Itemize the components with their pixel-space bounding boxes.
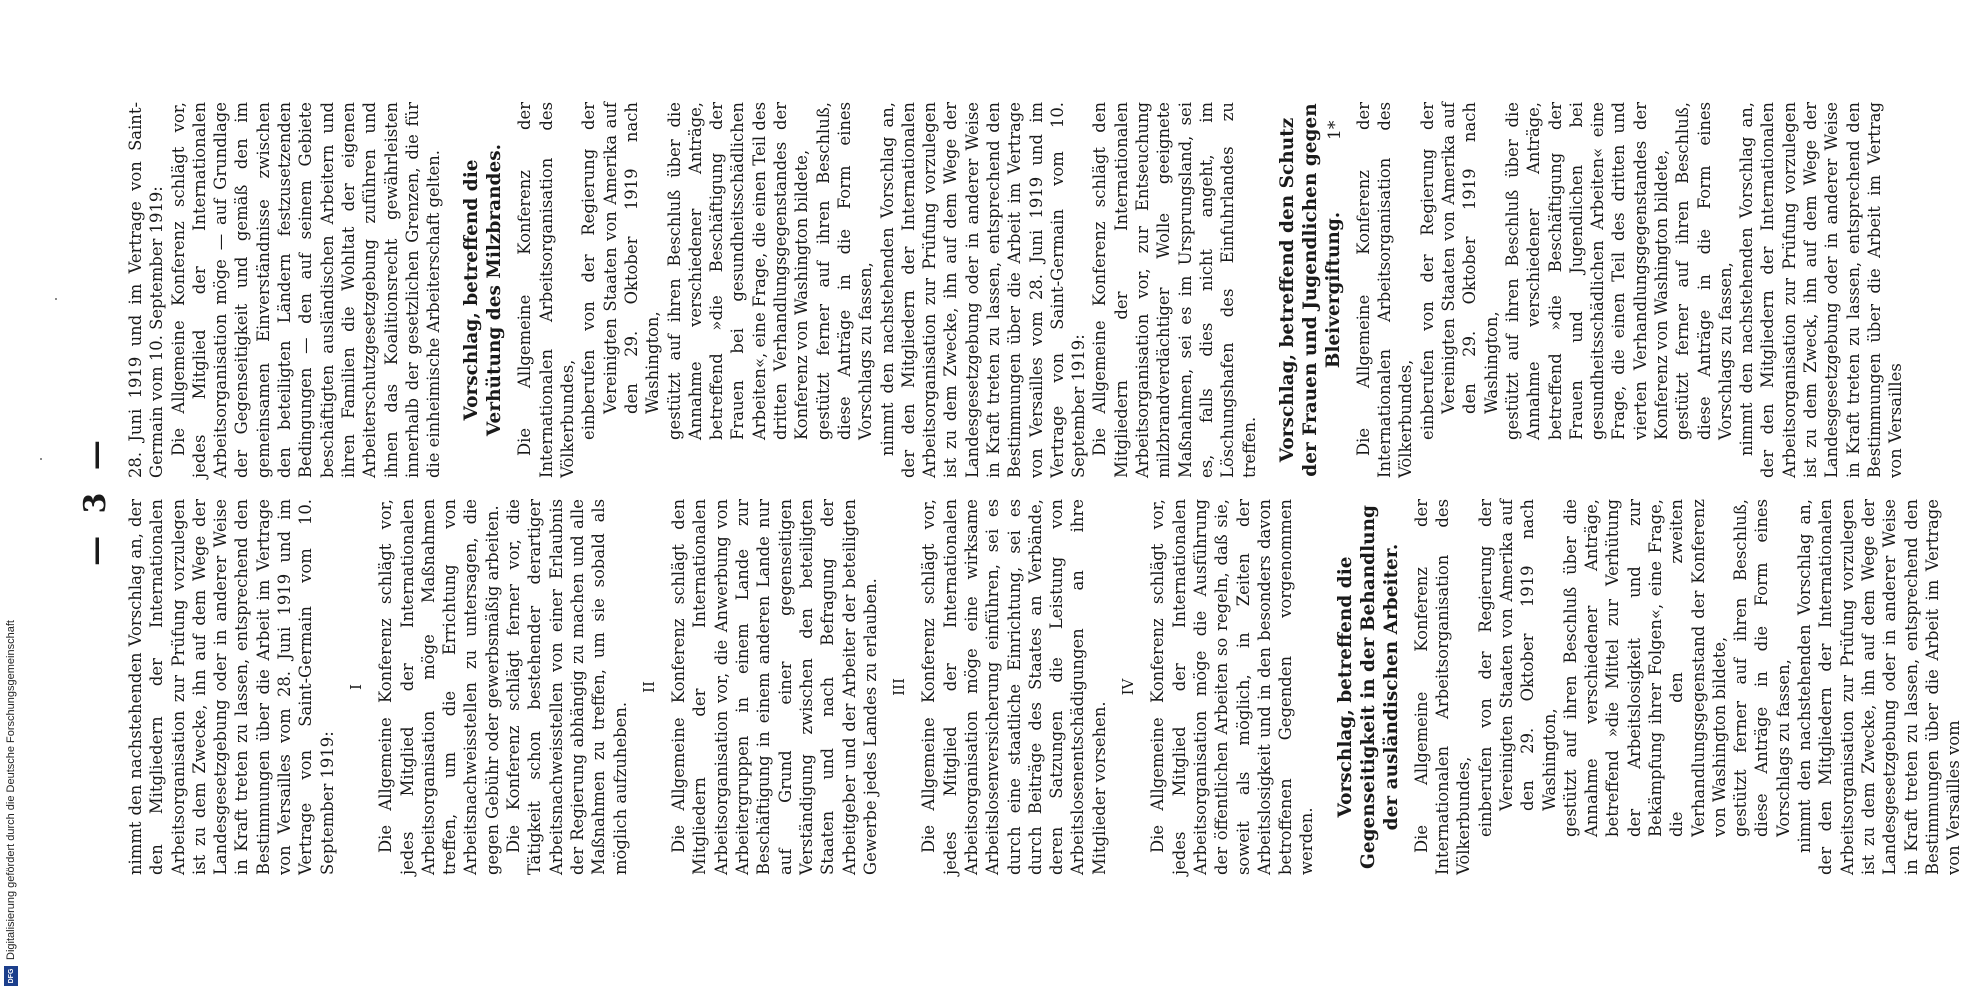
section-heading: Vorschlag, betreffend die Gegenseitigkeit in der Behandlung der ausländischen Arbeiter. [1334, 505, 1402, 869]
section-number: I [346, 684, 365, 690]
digitization-footer [0, 0, 22, 1000]
paragraph: gestützt auf ihren Beschluß über die Annahme verschiedener Anträge, betreffend »die Mittel zur Verhütung der Arbeitslosigkeit und zur Bekämpfung ihrer Folgen«, eine Frage, die den zweiten Verhandlungsgegenstand der Konferenz von Washington bildete, [1560, 499, 1729, 837]
paragraph: Die Allgemeine Konferenz schlägt vor, jedes Mitglied der Internationalen Arbeitsorganisation möge eine wirksame Arbeitslosenversicherung einführen, sei es durch eine staatliche Einrichtung, sei es durch Beiträge des Staates an Verbände, deren Satzungen die Leistung von Arbeitslosenentschädigungen an ihre Mitglieder vorsehen. [919, 499, 1109, 875]
paragraph: nimmt den nachstehenden Vorschlag an, der den Mitgliedern der Internationalen Arbeitsorganisation zur Prüfung vorzulegen ist zu dem Zwecke, ihn auf dem Wege der Landesgesetzgebung oder in anderer Weise in Kraft treten zu lassen, entsprechend den Bestimmungen über die Arbeit im Vertrage von Versailles vom 28. Juni 1919 und im Vertrage von Saint-Germain vom 10. September 1919: [126, 499, 337, 875]
section-number: II [639, 681, 658, 693]
scan-speck [40, 458, 42, 460]
paragraph: einberufen von der Regierung der Vereinigten Staaten von Amerika auf den 29. Oktober 1919 nach Washington, [1475, 499, 1559, 837]
section-number: IV [1119, 678, 1138, 696]
paragraph: Die Allgemeine Konferenz schlägt den Mitgliedern der Internationalen Arbeitsorganisation vor, die Anwerbung von Arbeitergruppen in einem Lande zur Beschäftigung in einem anderen Lande nur auf Grund einer gegenseitigen Verständigung zwischen den beteiligten Staaten und nach Befragung der Arbeitgeber und der Arbeiter der beteiligten Gewerbe jedes Landes zu erlauben. [669, 499, 880, 875]
paragraph: gestützt ferner auf ihren Beschluß, diese Anträge in die Form eines Vorschlags zu fassen, [1731, 499, 1793, 837]
scan-speck [55, 298, 57, 300]
paragraph: nimmt den nachstehenden Vorschlag an, der den Mitgliedern der Internationalen Arbeitsorganisation zur Prüfung vorzulegen ist zu dem Zwecke, ihn auf dem Wege der Landesgesetzgebung oder in anderer Weise in Kraft treten zu lassen, entsprechend den Bestimmungen über die Arbeit im Vertrage von Versailles vom [1795, 499, 1964, 875]
section-heading: Vorschlag, betreffend die Verhütung des Milzbrandes. [461, 143, 506, 437]
paragraph: gestützt ferner auf ihren Beschluß, diese Anträge in die Form eines Vorschlags zu fassen, [1673, 102, 1735, 440]
section-number: III [890, 678, 909, 696]
paragraph: Die Allgemeine Konferenz der Internationalen Arbeitsorganisation des Völkerbundes, [1411, 499, 1474, 875]
paragraph: Die Allgemeine Konferenz schlägt vor, jedes Mitglied der Internationalen Arbeitsorganisation möge Maßnahmen treffen, um die Errichtung von Arbeitsnachweisstellen zu untersagen, die gegen Gebühr oder gewerbsmäßig arbeiten. [376, 499, 502, 875]
paragraph: Die Allgemeine Konferenz der Internationalen Arbeitsorganisation des Völkerbundes, [1353, 102, 1416, 478]
paragraph: Die Konferenz schlägt ferner vor, die Tätigkeit schon bestehender derartiger Arbeitsnachweisstellen von einer Erlaubnis der Regierung abhängig zu machen und alle Maßnahmen zu treffen, um sie sobald als möglich aufzuheben. [504, 499, 630, 875]
page-number: — 3 — [78, 434, 113, 566]
paragraph: Die Allgemeine Konferenz schlägt den Mitgliedern der Internationalen Arbeitsorganisation vor, zur Entseuchung milzbrandverdächtiger Wolle geeignete Maßnahmen, sei es im Ursprungsland, sei es, falls dies nicht angeht, im Löschungshafen des Einfuhrlandes zu treffen. [1090, 102, 1259, 478]
paragraph: einberufen von der Regierung der Vereinigten Staaten von Amerika auf den 29. Oktober 1919 nach Washington, [1417, 102, 1501, 440]
dfg-logo-icon: DFG [4, 966, 18, 986]
left-column [125, 499, 1964, 875]
paragraph: 28. Juni 1919 und im Vertrage von Saint-Germain vom 10. September 1919: [126, 102, 167, 478]
paragraph: nimmt den nachstehenden Vorschlag an, der den Mitgliedern der Internationalen Arbeitsorganisation zur Prüfung vorzulegen ist zu dem Zwecke, ihn auf dem Wege der Landesgesetzgebung oder in anderer Weise in Kraft treten zu lassen, entsprechend den Bestimmungen über die Arbeit im Vertrage von Versailles vom 28. Juni 1919 und im Vertrage von Saint-Germain vom 10. September 1919: [877, 102, 1089, 478]
footer-text: Digitalisierung gefördert durch die Deutsche Forschungsgemeinschaft [5, 620, 17, 960]
paragraph: Die Allgemeine Konferenz schlägt vor, jedes Mitglied der Internationalen Arbeitsorganisation möge — auf Grundlage der Gegenseitigkeit und gemäß den im gemeinsamen Einverständnisse zwischen den beteiligten Ländern festzusetzenden Bedingungen — den auf seinem Gebiete beschäftigten ausländischen Arbeitern und ihren Familien die Wohltat der eigenen Arbeiterschutzgesetzgebung zuführen und ihnen das Koalitionsrecht gewährleisten innerhalb der gesetzlichen Grenzen, die für die einheimische Arbeiterschaft gelten. [168, 102, 444, 478]
paragraph: gestützt auf ihren Beschluß über die Annahme verschiedener Anträge, betreffend »die Beschäftigung der Frauen und Jugendlichen bei gesundheitsschädlichen Arbeiten« eine Frage, die einen Teil des dritten und vierten Verhandlungsgegenstandes der Konferenz von Washington bildete, [1502, 102, 1671, 440]
paragraph: Die Allgemeine Konferenz der Internationalen Arbeitsorganisation des Völkerbundes, [515, 102, 578, 478]
right-column [125, 102, 1907, 478]
paragraph: gestützt auf ihren Beschluß über die Annahme verschiedener Anträge, betreffend »die Beschäftigung der Frauen bei gesundheitsschädlichen Arbeiten«, eine Frage, die einen Teil des dritten Verhandlungsgegenstandes der Konferenz von Washington bildete, [664, 102, 812, 440]
paragraph: nimmt den nachstehenden Vorschlag an, der den Mitgliedern der Internationalen Arbeitsorganisation zur Prüfung vorzulegen ist zu dem Zweck, ihn auf dem Wege der Landesgesetzgebung oder in anderer Weise in Kraft treten zu lassen, entsprechend den Bestimmungen über die Arbeit im Vertrag von Versailles [1737, 102, 1906, 478]
paragraph: Die Allgemeine Konferenz schlägt vor, jedes Mitglied der Internationalen Arbeitsorganisation möge die Ausführung der öffentlichen Arbeiten so regeln, daß sie, soweit als möglich, in Zeiten der Arbeitslosigkeit und in den besonders davon betroffenen Gegenden vorgenommen werden. [1148, 499, 1317, 875]
paragraph: einberufen von der Regierung der Vereinigten Staaten von Amerika auf den 29. Oktober 1919 nach Washington, [579, 102, 663, 440]
section-heading: Vorschlag, betreffend den Schutz der Frauen und Jugendlichen gegen Bleivergiftung. [1276, 103, 1344, 477]
folio-mark: 1* [1325, 120, 1345, 140]
paragraph: gestützt ferner auf ihren Beschluß, diese Anträge in die Form eines Vorschlags zu fassen, [813, 102, 876, 440]
